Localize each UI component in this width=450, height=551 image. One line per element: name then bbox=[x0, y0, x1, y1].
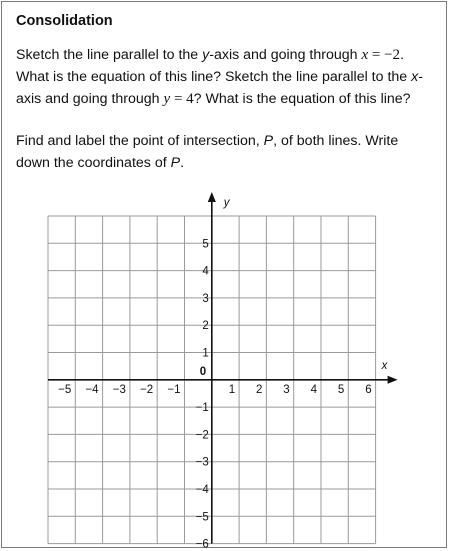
text-run: What is the equation of this line? Sketch the line parallel to the bbox=[16, 69, 412, 85]
y-tick-label: 1 bbox=[202, 347, 209, 360]
text-run: down the coordinates of bbox=[16, 155, 171, 171]
x-tick-label: 3 bbox=[283, 383, 290, 396]
y-tick-label: 4 bbox=[202, 265, 209, 278]
text-run-italic: P bbox=[170, 155, 181, 171]
y-tick-label: −3 bbox=[195, 456, 209, 469]
y-tick-label: 2 bbox=[202, 320, 209, 333]
x-tick-label: 2 bbox=[255, 383, 263, 396]
x-tick-label: 4 bbox=[310, 383, 317, 396]
x-tick-label: 6 bbox=[365, 383, 372, 396]
y-tick-label: −2 bbox=[195, 429, 209, 442]
x-tick-label: −3 bbox=[112, 383, 126, 396]
x-tick-label: −2 bbox=[140, 383, 154, 396]
text-run: axis and going through bbox=[16, 91, 164, 107]
x-tick-label: 5 bbox=[337, 383, 345, 396]
y-tick-label: 3 bbox=[202, 292, 209, 305]
y-tick-label: −4 bbox=[195, 484, 209, 496]
text-run: . bbox=[400, 47, 405, 63]
text-run: Find and label the point of intersection, bbox=[16, 133, 264, 149]
text-run-italic: x bbox=[411, 69, 419, 85]
y-axis-label: y bbox=[223, 197, 230, 209]
text-run-italic: y bbox=[202, 47, 210, 63]
x-tick-label: −1 bbox=[167, 383, 181, 396]
axes bbox=[48, 192, 398, 544]
x-axis-label: x bbox=[381, 359, 388, 372]
y-tick-label: 5 bbox=[202, 238, 209, 251]
text-run: -axis and going through bbox=[209, 47, 362, 63]
math-var: y bbox=[163, 91, 171, 107]
section-heading: Consolidation bbox=[16, 13, 113, 29]
y-axis-arrow-icon bbox=[208, 192, 216, 202]
y-tick-label: −6 bbox=[195, 538, 209, 549]
coordinate-grid bbox=[2, 2, 448, 549]
math-expr: = −2 bbox=[368, 47, 401, 63]
origin-label: 0 bbox=[199, 365, 207, 378]
text-run: . bbox=[180, 155, 185, 171]
text-run-italic: P bbox=[263, 133, 274, 149]
y-tick-label: −5 bbox=[195, 511, 209, 524]
y-tick-label: −1 bbox=[195, 402, 209, 415]
text-run: Sketch the line parallel to the bbox=[16, 47, 203, 63]
math-expr: = 4 bbox=[170, 91, 194, 107]
consolidation-card bbox=[1, 1, 447, 548]
x-tick-label: −5 bbox=[58, 383, 72, 396]
x-tick-label: 1 bbox=[228, 383, 236, 396]
text-run: - bbox=[418, 69, 423, 85]
axis-tick-labels bbox=[58, 197, 388, 549]
math-var: x bbox=[361, 47, 369, 63]
text-run: , of both lines. Write bbox=[273, 133, 399, 149]
x-tick-label: −4 bbox=[85, 383, 99, 396]
x-axis-arrow-icon bbox=[388, 376, 398, 384]
text-run: ? What is the equation of this line? bbox=[193, 91, 411, 107]
